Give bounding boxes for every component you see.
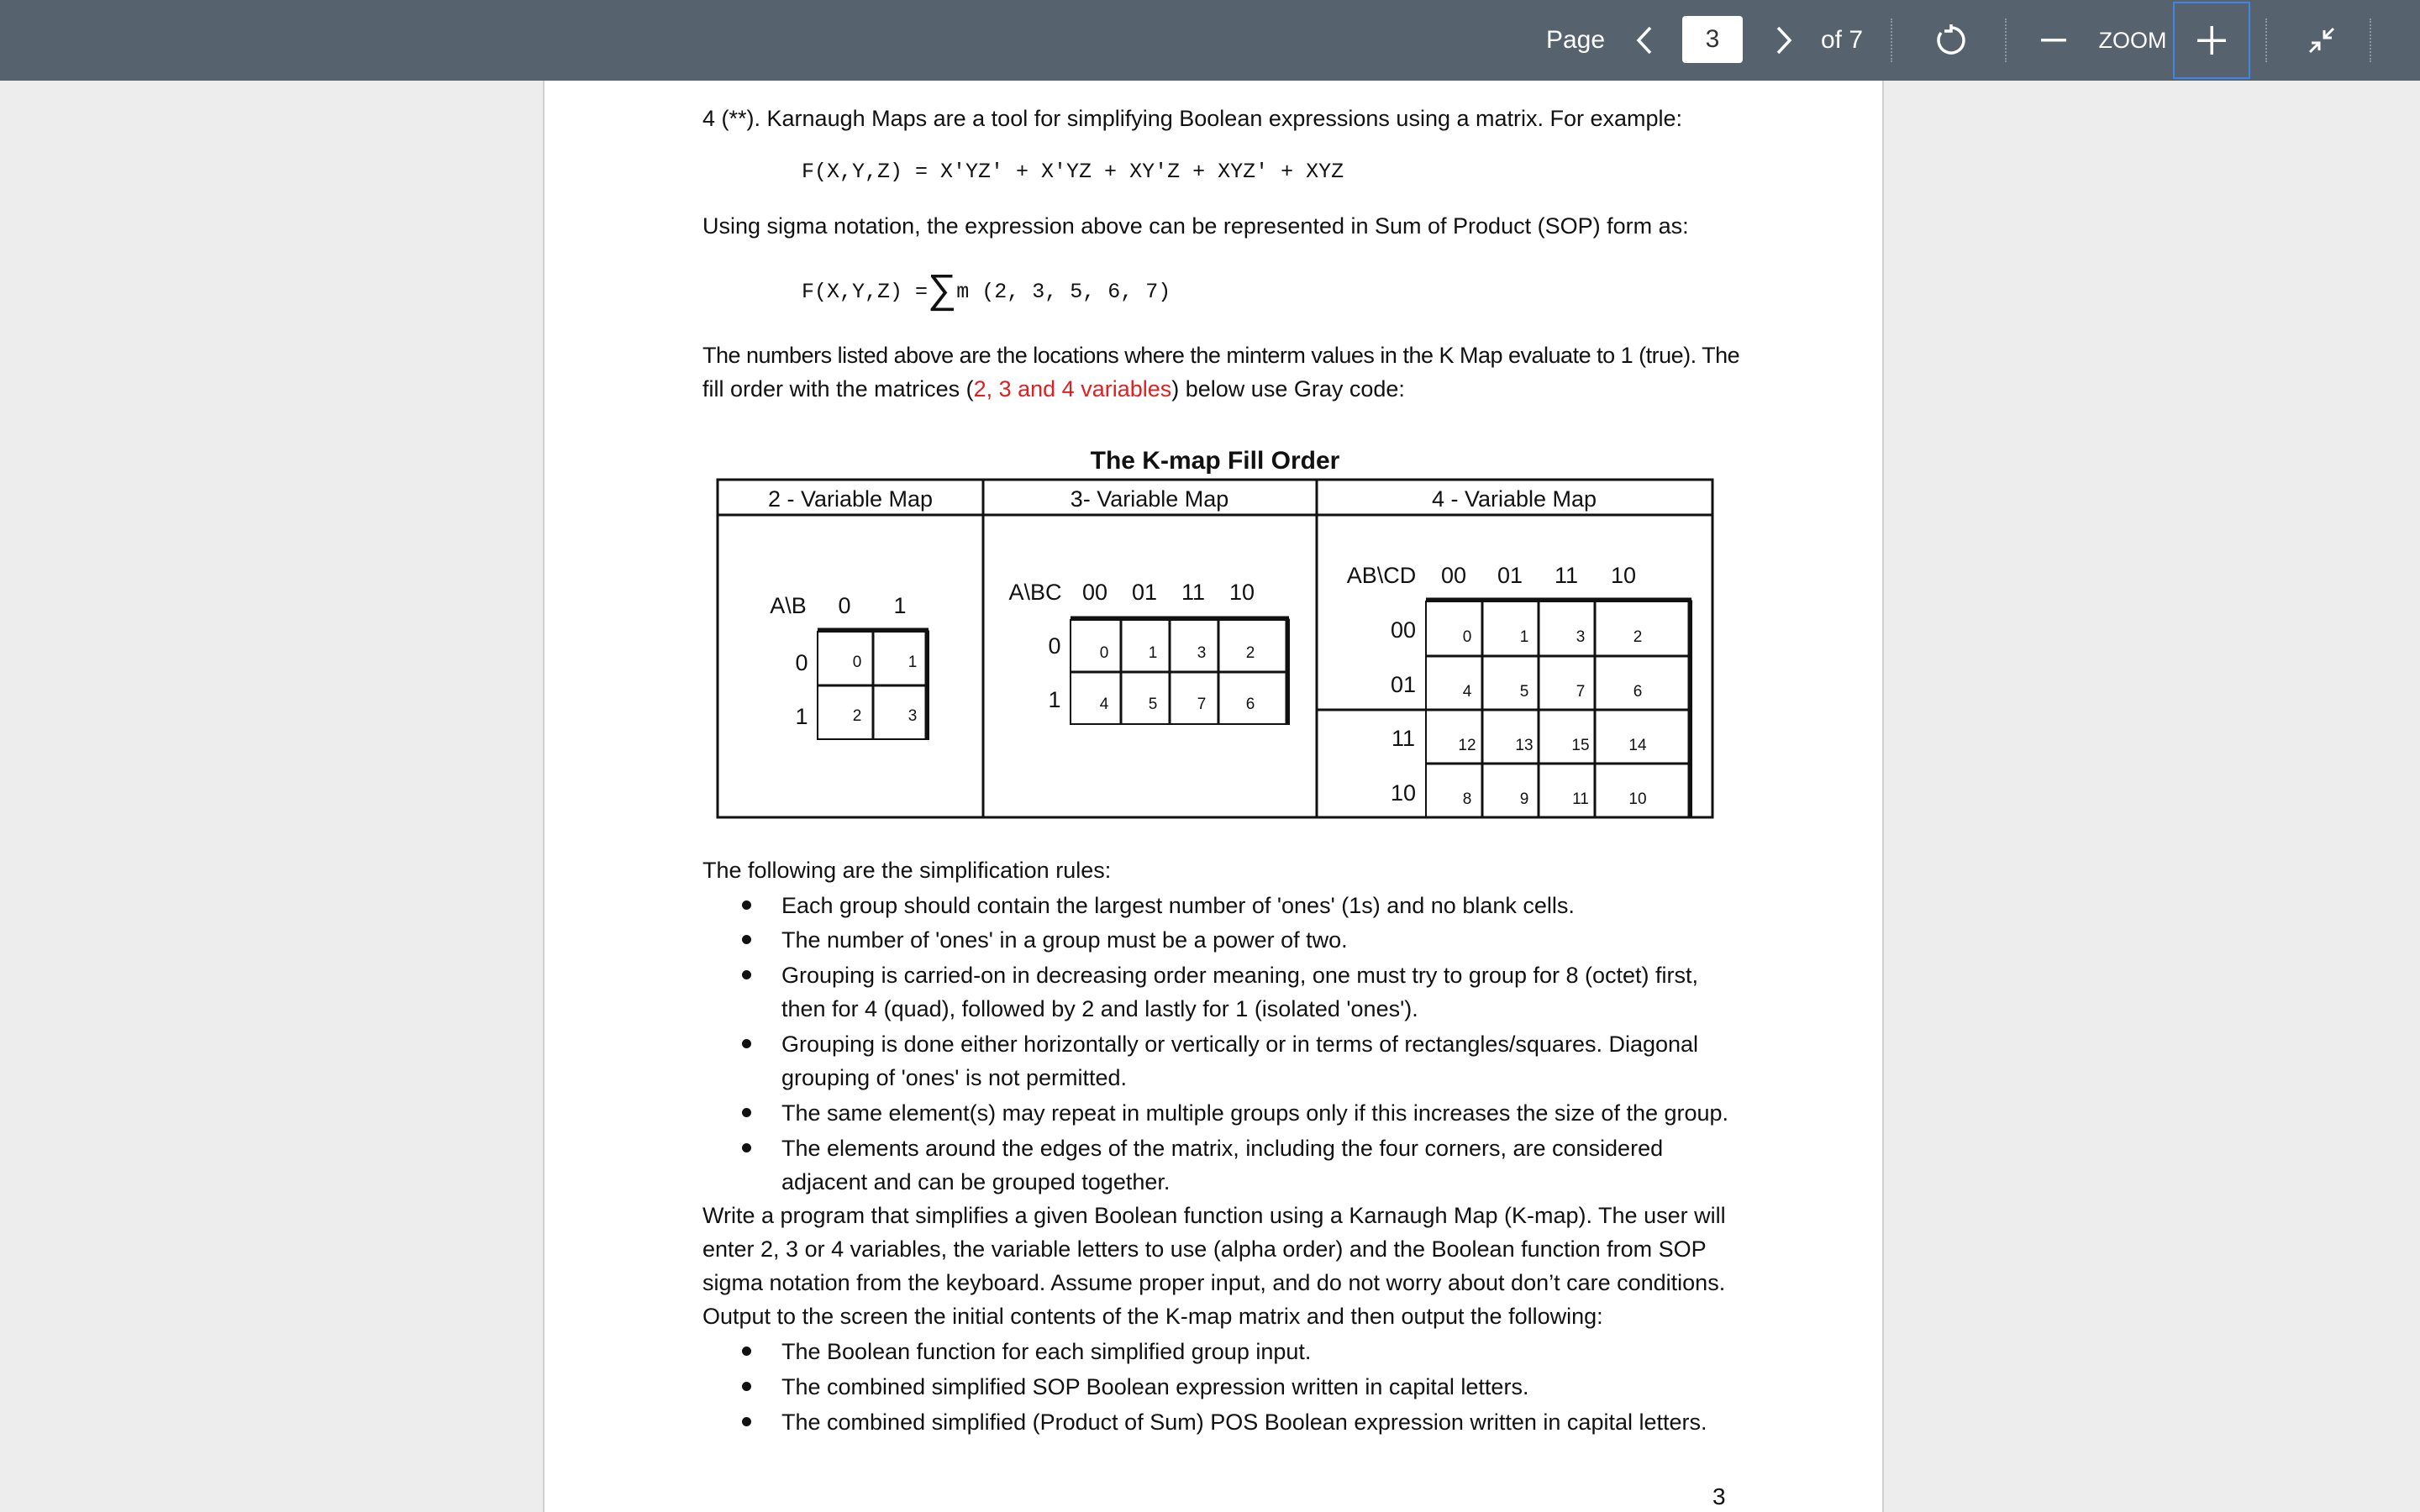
toolbar-divider (2005, 18, 2007, 62)
kmap-fill-order-table (544, 81, 1882, 862)
rule-item: Grouping is carried-on in decreasing order meaning, one must try to group for 8 (octet) first, (781, 963, 1699, 988)
map2-cell: 1 (908, 654, 918, 671)
map2-cell: 3 (908, 707, 918, 725)
map4-cell: 5 (1519, 683, 1529, 701)
highlighted-variables: 2, 3 and 4 variables (973, 376, 1172, 402)
chevron-left-icon[interactable] (1623, 0, 1665, 81)
map4-col: 00 (1440, 563, 1467, 588)
bullet (742, 1417, 751, 1426)
rule-item: The number of 'ones' in a group must be a power of two. (781, 927, 1348, 953)
sigma-formula-left: F(X,Y,Z) = (802, 280, 929, 304)
map4-cell: 9 (1519, 790, 1529, 808)
map3-cell: 2 (1245, 644, 1255, 662)
map4-cell: 8 (1462, 790, 1472, 808)
output-item: The Boolean function for each simplified group input. (781, 1339, 1312, 1364)
map2-corner: A\B (770, 593, 807, 618)
map3-cell: 1 (1148, 644, 1158, 662)
map3-col: 11 (1181, 580, 1206, 605)
table-title: The K-map Fill Order (1090, 447, 1340, 475)
zoom-in-icon[interactable] (2173, 2, 2250, 79)
map3-cell: 4 (1099, 696, 1109, 713)
map4-cell: 3 (1576, 628, 1586, 646)
map4-cell: 11 (1572, 790, 1589, 808)
zoom-label: ZOOM (2098, 27, 2167, 53)
chevron-right-icon[interactable] (1763, 0, 1805, 81)
map3-cell: 7 (1197, 696, 1207, 713)
bullet (742, 1382, 751, 1391)
map3-row: 0 (1048, 633, 1061, 659)
map4-row: 10 (1390, 780, 1417, 806)
map2-col: 0 (838, 593, 851, 618)
bullet (742, 1108, 751, 1117)
map2-cell: 0 (852, 654, 862, 671)
question-intro: 4 (**). Karnaugh Maps are a tool for simplifying Boolean expressions using a matrix. For example: (702, 106, 1683, 131)
zoom-out-icon[interactable] (2037, 0, 2070, 81)
map4-row: 01 (1390, 672, 1417, 697)
map3-row: 1 (1048, 687, 1061, 712)
bullet (742, 970, 751, 979)
map4-cell: 7 (1576, 683, 1586, 701)
page-number: 3 (1712, 1483, 1726, 1509)
document-page (543, 81, 1884, 1512)
map3-col: 00 (1081, 580, 1108, 605)
map3-cell: 5 (1148, 696, 1158, 713)
output-item: The combined simplified (Product of Sum) POS Boolean expression written in capital letters. (781, 1410, 1707, 1435)
rules-heading: The following are the simplification rules: (702, 858, 1112, 883)
map4-row: 11 (1391, 726, 1416, 751)
rotate-icon[interactable] (1929, 0, 1973, 81)
map3-cell: 0 (1099, 644, 1109, 662)
map4-cell: 15 (1571, 737, 1590, 754)
toolbar-divider (1891, 18, 1892, 62)
toolbar-divider (2370, 18, 2371, 62)
map4-cell: 14 (1628, 737, 1647, 754)
map4-cell: 12 (1458, 737, 1476, 754)
rule-item: The same element(s) may repeat in multiple groups only if this increases the size of the group. (781, 1100, 1729, 1126)
rule-item-continued: adjacent and can be grouped together. (781, 1169, 1171, 1194)
header-3-variable: 3- Variable Map (1070, 486, 1229, 512)
example-formula: F(X,Y,Z) = X'YZ' + X'YZ + XY'Z + XYZ' + XYZ (802, 160, 1344, 184)
map2-row: 0 (795, 650, 808, 675)
map3-col: 01 (1131, 580, 1158, 605)
map2-row: 1 (795, 704, 808, 729)
paragraph-text: ) below use Gray code: (1171, 376, 1405, 402)
map4-row: 00 (1390, 617, 1417, 643)
map4-col: 11 (1554, 563, 1579, 588)
task-line: Output to the screen the initial contents of the K-map matrix and then output the following: (702, 1304, 1603, 1329)
map4-corner: AB\CD (1346, 563, 1417, 588)
page-label: Page (1545, 26, 1606, 54)
bullet (742, 1039, 751, 1048)
sigma-symbol: ∑ (928, 267, 957, 312)
map4-col: 01 (1497, 563, 1523, 588)
task-line: enter 2, 3 or 4 variables, the variable letters to use (alpha order) and the Boolean function from SOP (702, 1236, 1707, 1262)
bullet (742, 1143, 751, 1152)
rule-item-continued: grouping of 'ones' is not permitted. (781, 1065, 1128, 1090)
map3-cell: 3 (1197, 644, 1207, 662)
rule-item: The elements around the edges of the matrix, including the four corners, are considered (781, 1136, 1664, 1161)
exit-fullscreen-icon[interactable] (2299, 0, 2344, 81)
task-line: Write a program that simplifies a given Boolean function using a Karnaugh Map (K-map). The user will (702, 1203, 1726, 1228)
map4-cell: 2 (1633, 628, 1643, 646)
rule-item-continued: then for 4 (quad), followed by 2 and lastly for 1 (isolated 'ones'). (781, 996, 1418, 1021)
rule-item: Each group should contain the largest number of 'ones' (1s) and no blank cells. (781, 893, 1575, 918)
table-border (718, 480, 1712, 817)
task-line: sigma notation from the keyboard. Assume proper input, and do not worry about don’t care conditions. (702, 1270, 1726, 1295)
page-number-input[interactable] (1682, 16, 1743, 63)
map4-cell: 13 (1515, 737, 1534, 754)
map4-cell: 6 (1633, 683, 1643, 701)
paragraph-text: fill order with the matrices ( (702, 376, 974, 402)
minterm-paragraph-line: The numbers listed above are the locations where the minterm values in the K Map evaluate to 1 (true). The (702, 343, 1740, 368)
output-item: The combined simplified SOP Boolean expression written in capital letters. (781, 1374, 1529, 1399)
rule-item: Grouping is done either horizontally or vertically or in terms of rectangles/squares. Diagonal (781, 1032, 1699, 1057)
header-4-variable: 4 - Variable Map (1431, 486, 1597, 512)
sigma-formula-right: m (2, 3, 5, 6, 7) (956, 280, 1171, 304)
bullet (742, 1347, 751, 1356)
bullet (742, 900, 751, 910)
map3-col: 10 (1228, 580, 1255, 605)
viewer-toolbar (0, 0, 2420, 81)
map4-cell: 4 (1462, 683, 1472, 701)
map4-cell: 0 (1462, 628, 1472, 646)
map4-cell: 1 (1519, 628, 1529, 646)
map4-cell: 10 (1628, 790, 1647, 808)
bullet (742, 935, 751, 944)
sigma-intro: Using sigma notation, the expression above can be represented in Sum of Product (SOP) form as: (702, 213, 1689, 239)
map3-cell: 6 (1245, 696, 1255, 713)
toolbar-divider (2265, 18, 2267, 62)
map2-col: 1 (893, 593, 907, 618)
map2-cell: 2 (852, 707, 862, 725)
map4-col: 10 (1610, 563, 1637, 588)
page-count: of 7 (1820, 26, 1864, 54)
map3-corner: A\BC (1008, 580, 1062, 605)
header-2-variable: 2 - Variable Map (767, 486, 934, 512)
